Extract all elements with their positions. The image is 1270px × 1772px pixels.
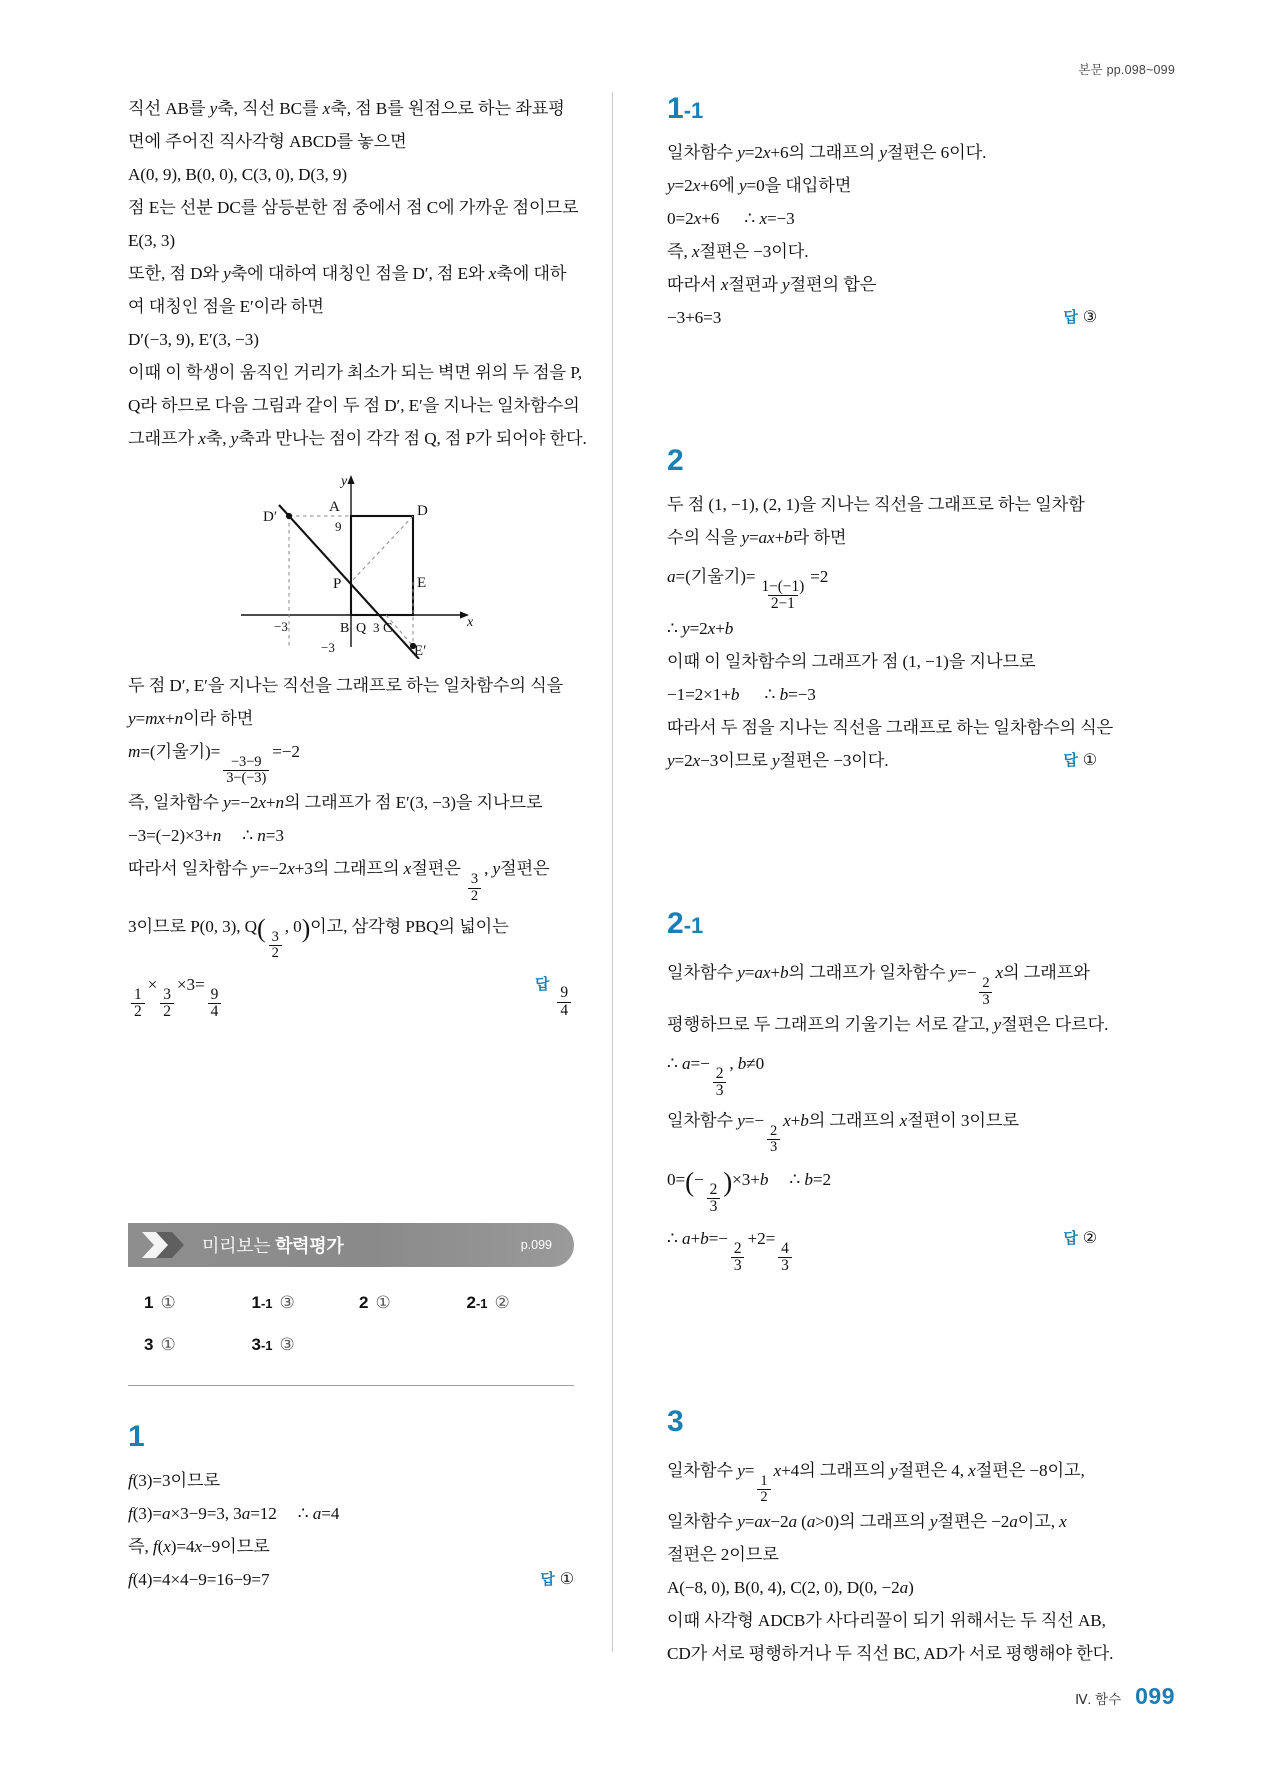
section-banner [128,1223,574,1267]
answer-key-choice: ③ [279,1334,295,1354]
fraction: $\frac{4}{3}$ [778,1241,792,1275]
answer-marker: 답 ① [1063,752,1097,770]
page-footer [1075,1683,1175,1710]
problem-number: 2 [667,444,684,477]
answer-key-number: 2-1 [466,1292,488,1312]
label-neg3-y: −3 [321,640,335,655]
problem-1-block [128,1420,574,1596]
solution-line: 또한, 점 D와 y축에 대하여 대칭인 점을 D′, 점 E와 x축에 대하 [128,264,567,283]
page-number: 099 [1135,1683,1175,1709]
solution-line: ∴ y=2x+b [667,619,734,639]
solution-line: 따라서 두 점을 지나는 직선을 그래프로 하는 일차함수의 식은 [667,718,1114,738]
fraction: $\frac{2}{3}$ [713,1066,727,1100]
solution-line: f(4)=4×4−9=16−9=7 답 ① [128,1563,574,1596]
solution-line: CD가 서로 평행하거나 두 직선 BC, AD가 서로 평행해야 한다. [667,1644,1114,1663]
two-column-layout [128,92,1146,1663]
solution-top-block [128,92,587,455]
solution-line: 즉, f(x)=4x−9이므로 [128,1536,270,1556]
solution-line: 즉, 일차함수 y=−2x+n의 그래프가 점 E′(3, −3)을 지나므로 [128,793,543,813]
answer-marker: 답 ① [540,1570,574,1588]
y-axis-label: y [341,474,348,489]
answer-key-item [252,1335,360,1355]
label-neg3-x: −3 [274,619,288,634]
answer-key-number: 1-1 [251,1292,273,1312]
answer-marker: 답 ② [1063,1230,1097,1248]
fraction: $\frac{2}{3}$ [767,1124,780,1155]
fraction: $\frac{1}{2}$ [131,987,145,1021]
solution-line: 일차함수 y=ax−2a (a>0)의 그래프의 y절편은 −2a이고, x [667,1512,1067,1531]
solution-line: A(0, 9), B(0, 0), C(3, 0), D(3, 9) [128,165,348,184]
figure-svg [201,469,501,659]
left-column [128,92,598,1652]
label-3-x: 3 [373,620,380,635]
problem-2-1-block [667,907,1109,1275]
solution-line: 0=(− $\frac{2}{3}$ )×3+b ∴ b=2 [667,1166,831,1215]
fraction: $\frac{2}{3}$ [731,1241,745,1275]
fraction: $\frac{9}{4}$ [208,987,222,1021]
answer-key-list [128,1293,574,1355]
answer-key-item [144,1293,252,1313]
x-axis-label: x [467,615,474,630]
chapter-label: Ⅳ. 함수 [1075,1692,1122,1707]
banner-main-title: 학력평가 [275,1235,344,1256]
problem-2-block [667,444,1114,777]
column-divider [612,92,613,1652]
problem-3-block [667,1404,1114,1670]
solution-line: 점 E는 선분 DC를 삼등분한 점 중에서 점 C에 가까운 점이므로 [128,198,579,217]
fraction: $\frac{1}{2}$ [757,1474,770,1505]
solution-bottom-block [128,669,574,1021]
problem-1-1-block [667,92,1097,334]
solution-line: ∴ a=− $\frac{2}{3}$ , b≠0 [667,1053,765,1100]
problem-number: 1 [128,1419,145,1453]
coordinate-figure [128,469,574,659]
solution-line: 이때 이 일차함수의 그래프가 점 (1, −1)을 지나므로 [667,652,1036,672]
answer-key-number: 3-1 [251,1334,273,1354]
answer-key-choice: ① [160,1292,176,1312]
problem-number: 3 [667,1404,684,1438]
answer-key-item [359,1293,467,1313]
solution-line: 일차함수 y=− $\frac{2}{3}$ x+b의 그래프의 x절편이 3이므로 [667,1111,1019,1156]
label-E: E [417,575,427,591]
answer-key-number: 3 [144,1334,154,1354]
answer-marker: 답 ③ [1063,309,1097,326]
solution-line: y=mx+n이라 하면 [128,709,254,728]
solution-line: 0=2x+6 ∴ x=−3 [667,209,795,228]
answer-key-choice: ③ [279,1292,295,1312]
banner-prefix: 미리보는 [202,1235,271,1256]
solution-line: $\frac{1}{2}$ × $\frac{3}{2}$ ×3= $\frac{9}{4}$ 답 $\frac{9}{4}$ [128,961,574,1020]
fraction: $\frac{1-(-1)}{2-1}$ [761,577,805,613]
solution-line: 일차함수 y= $\frac{1}{2}$ x+4의 그래프의 y절편은 4, x절편은 −8이고, [667,1460,1085,1505]
fraction: $\frac{3}{2}$ [160,987,174,1021]
solution-line: 수의 식을 y=ax+b라 하면 [667,528,847,547]
answer-marker: 답 $\frac{9}{4}$ [535,961,574,1019]
solution-line: 두 점 (1, −1), (2, 1)을 지나는 직선을 그래프로 하는 일차함 [667,495,1085,514]
answer-key-item [467,1293,575,1313]
solution-line: −3+6=3 답 ③ [667,301,1097,334]
answer-key-choice: ① [375,1292,391,1312]
problem-number: 1-1 [667,92,704,125]
label-P: P [333,576,342,592]
solution-line: y=2x+6에 y=0을 대입하면 [667,176,852,195]
solution-line: Q라 하므로 다음 그림과 같이 두 점 D′, E′을 지나는 일차함수의 [128,396,580,415]
solution-line: 즉, x절편은 −3이다. [667,242,809,261]
solution-line: 그래프가 x축, y축과 만나는 점이 각각 점 Q, 점 P가 되어야 한다. [128,429,587,448]
solution-line: 3이므로 P(0, 3), Q( $\frac{3}{2}$ , 0)이고, 삼각형 PBQ의 넓이는 [128,913,509,961]
label-9: 9 [335,519,342,534]
fraction: $\frac{2}{3}$ [979,976,992,1007]
solution-line: y=2x−3이므로 y절편은 −3이다. 답 ① [667,744,1097,777]
solution-line: a=(기울기)= $\frac{1-(-1)}{2-1}$ =2 [667,567,829,613]
double-chevron-icon [142,1230,188,1260]
page-reference: 본문 pp.098~099 [1078,63,1175,77]
answer-key-number: 2 [359,1292,369,1312]
answer-key-item [144,1335,252,1355]
solution-line: 절편은 2이므로 [667,1545,779,1564]
solution-line: 따라서 일차함수 y=−2x+3의 그래프의 x절편은 $\frac{3}{2}$ , y절편은 [128,859,550,904]
solution-line: 여 대칭인 점을 E′이라 하면 [128,297,324,316]
solution-line: 따라서 x절편과 y절편의 합은 [667,275,877,294]
solution-line: f(3)=a×3−9=3, 3a=12 ∴ a=4 [128,1503,340,1523]
solution-line: ∴ a+b=− $\frac{2}{3}$ +2= $\frac{4}{3}$ 답 ② [667,1215,1097,1274]
answer-key-number: 1 [144,1292,154,1312]
fraction: $\frac{9}{4}$ [557,985,571,1019]
fraction: $\frac{3}{2}$ [468,872,481,903]
answer-key-item [252,1293,360,1313]
banner-page-ref: p.099 [520,1237,552,1252]
solution-line: m=(기울기)= $\frac{-3-9}{3-(-3)}$ =−2 [128,742,300,787]
label-C: C [383,621,393,636]
solution-line: 이때 이 학생이 움직인 거리가 최소가 되는 벽면 위의 두 점을 P, [128,363,582,382]
answer-key-choice: ② [494,1292,510,1312]
solution-line: A(−8, 0), B(0, 4), C(2, 0), D(0, −2a) [667,1578,914,1597]
solution-line: 일차함수 y=ax+b의 그래프가 일차함수 y=− $\frac{2}{3}$ x의 그래프와 [667,963,1090,1008]
solution-line: f(3)=3이므로 [128,1470,221,1490]
solution-line: −1=2×1+b ∴ b=−3 [667,685,816,705]
label-B: B [340,621,350,636]
solution-line: 면에 주어진 직사각형 ABCD를 놓으면 [128,132,407,151]
problem-number: 2-1 [667,907,704,941]
fraction: $\frac{3}{2}$ [269,930,282,961]
solution-line: 직선 AB를 y축, 직선 BC를 x축, 점 B를 원점으로 하는 좌표평 [128,99,565,118]
solution-line: 두 점 D′, E′을 지나는 직선을 그래프로 하는 일차함수의 식을 [128,676,564,695]
right-column [627,92,1114,1663]
label-E-prime: E′ [414,643,427,659]
label-D: D [417,503,428,519]
label-A: A [329,499,340,515]
banner-title [202,1232,343,1258]
label-D-prime: D′ [263,509,278,525]
solution-line: E(3, 3) [128,231,176,250]
solution-line: −3=(−2)×3+n ∴ n=3 [128,826,284,846]
answer-key-choice: ① [160,1334,176,1354]
fraction: $\frac{-3-9}{3-(-3)}$ [223,755,269,786]
solution-line: D′(−3, 9), E′(3, −3) [128,330,259,349]
solution-line: 일차함수 y=2x+6의 그래프의 y절편은 6이다. [667,143,987,162]
solution-line: 이때 사각형 ADCB가 사다리꼴이 되기 위해서는 두 직선 AB, [667,1611,1106,1630]
fraction: $\frac{2}{3}$ [707,1182,721,1216]
solution-line: 평행하므로 두 그래프의 기울기는 서로 같고, y절편은 다르다. [667,1014,1109,1034]
label-Q: Q [356,621,367,636]
